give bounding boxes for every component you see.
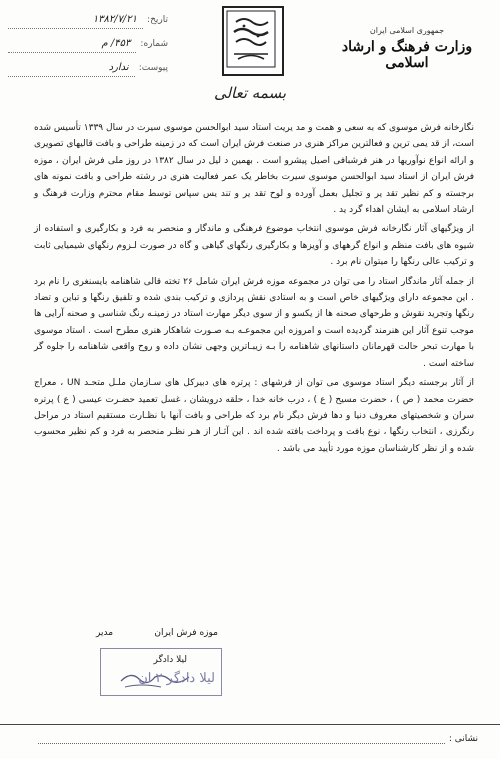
attachment-value: ندارد xyxy=(8,60,135,77)
letter-meta xyxy=(8,8,168,80)
date-value: ۱۳۸۲/۷/۲۱ xyxy=(8,12,143,29)
attachment-label: پیوست: xyxy=(138,63,168,73)
signer-name: لیلا دادگر xyxy=(153,655,187,665)
logo-emblem-icon xyxy=(224,8,278,70)
letter-body xyxy=(34,120,474,460)
heritage-logo xyxy=(222,6,284,76)
number-label: شماره: xyxy=(140,39,168,49)
footer-divider xyxy=(0,724,500,725)
number-value: ۴۵۳/ م xyxy=(8,36,136,53)
signature-block xyxy=(92,628,222,696)
paragraph: از جمله آثار ماندگار استاد را می توان در مجموعه موزه فرش ایران شامل ۲۶ تخته قالی شاهنامه بایسنغری را نام برد . این مجموعه دارای ویژگیهای خاص است و به استادی نقش پردازی و ترکیب بندی شده و تلفیق رنگها و تباین و تضاد رنگها وتجرید نقوش و طرحهای صحنه ها از یکسو و از سوی دیگر مهارت استاد در زمینـه رنگ شناسی و صحنه آرایی ها موجب تنوع آثار این هنرمند گردیده است و امروزه این مجموعـه بـه صـورت شاهکار هنری مطرح است . استاد موسوی با مهارت تبحر حالت قهرمانان داستانهای شاهنامه را بـه زیبـاترین وجهی نشان داده و روح واقعی شاهنامه را جلوه گر ساخته است . xyxy=(34,276,474,369)
paragraph: از آثار برجسته دیگر استاد موسوی می توان از فرشهای : پرتره های دبیرکل های سـازمان ملـل متحـد UN ، معراج حضرت محمد ( ص ) ، حضرت مسیح ( ع ) ، درب خانه خدا ، حلقه درویشان ، غسل تعمید حضـرت عیسی ( ع ) پرتره سران و شخصیتهای معروف دنیا و دها فرش دیگر نام برد که طراحی و بافت آنها با نظـارت مستقیم استاد در مراحل رنگرزی ، انتخاب رنگها ، نوع بافت و پرداخت بافته شده اند . این آثـار از هـر نظـر منحصر به فرد و کم نظیر محسوب شده و از نظر کارشناسان موزه مورد تأیید می باشد . xyxy=(34,378,474,454)
paragraph: از ویژگیهای آثار نگارخانه فرش موسوی انتخاب موضوع فرهنگی و ماندگار و منحصر به فرد و بکارگیری و استفاده از شیوه های بافت منظم و انواع گرههای و آویزها و بکارگیری رنگهای گیاهی و گاه در صورت لـزوم رنگهای شیمیایی ثابت و ترکیب عالی رنگها را میتوان نام برد . xyxy=(34,224,474,268)
ministry-heading xyxy=(332,26,482,71)
ministry-name: وزارت فرهنگ و ارشاد اسلامی xyxy=(341,39,473,71)
signer-role: مدیر xyxy=(96,628,114,638)
attachment-row xyxy=(8,56,168,80)
document-title: بسمه تعالی xyxy=(213,84,287,102)
ministry-subtitle: جمهوری اسلامی ایران xyxy=(369,26,445,35)
stamp-text: لیلا دادگر ۲ ان xyxy=(138,671,215,686)
number-row xyxy=(8,32,168,56)
date-label: تاریخ: xyxy=(147,15,168,25)
signature-header xyxy=(92,628,222,638)
address-label: نشانی : xyxy=(448,734,478,744)
paragraph: نگارخانه فرش موسوی که به سعی و همت و مد یریت استاد سید ابوالحسن موسوی سیرت در سال ۱۳۳۹ تأسیس شده است، از قد یمی ترین و فعالترین مراکز هنری در صنعت فرش ایران است که در زمینه طراحی و بافت قالیهای تصویری و ارائه انواع نوآوریها در هنر فرشبافی اصیل پیشرو است . بهمین د لیل در سال ۱۳۸۲ در روز ملی فرش ایران ، موزه فرش ایران از استاد سید ابوالحسن موسوی سیرت بخاطر یک عمر فعالیت هنری در رشته طراحی و بافت نمونه های برجسته و کم نظیر تقد یر و تجلیل بعمل آورده و لوح تقد یر و تند یس سپاس توسط مقام محترم وزارت فرهنگ و ارشاد اسلامی به ایشان اهداء گرد ید . xyxy=(34,123,474,216)
signer-org: موزه فرش ایران xyxy=(154,628,218,638)
footer-address xyxy=(38,734,478,744)
date-row xyxy=(8,8,168,32)
signature-stamp xyxy=(100,648,222,696)
address-blank xyxy=(38,735,445,744)
